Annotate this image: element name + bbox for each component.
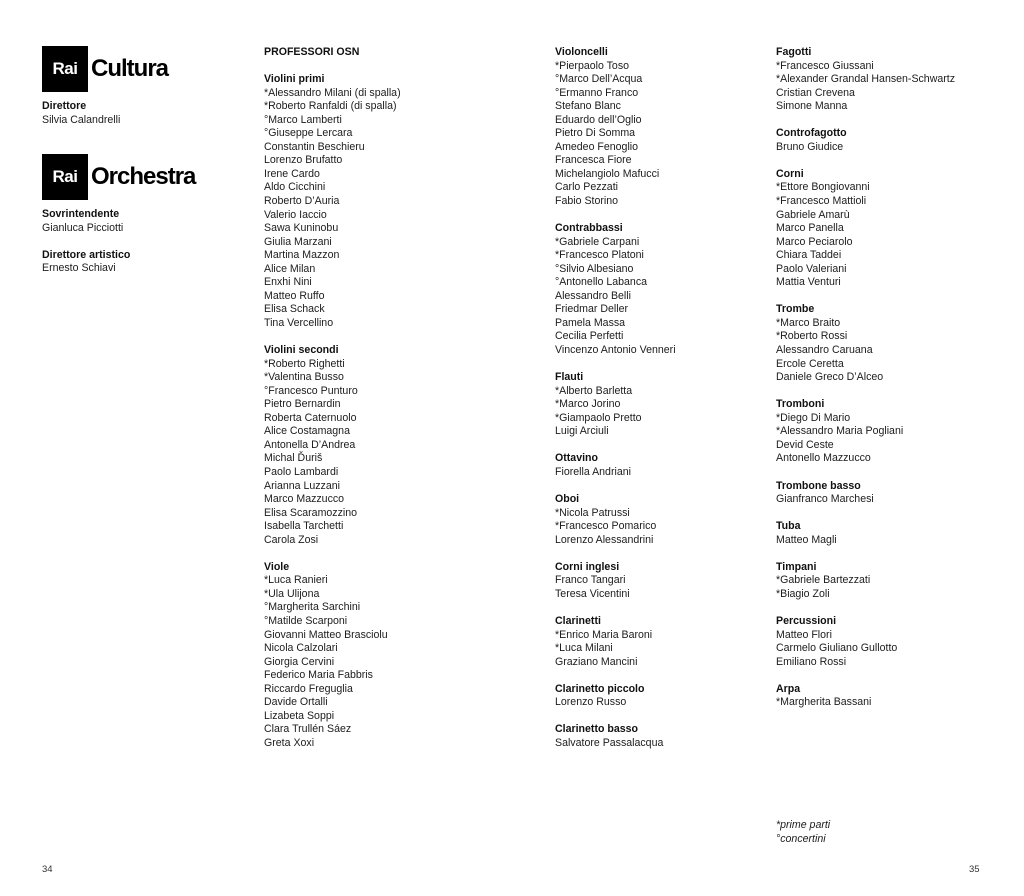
section <box>264 46 524 60</box>
member-name: Gianluca Picciotti <box>42 221 124 234</box>
member-name: Martina Mazzon <box>264 249 340 262</box>
rai-orchestra-word: Orchestra <box>91 163 196 191</box>
section <box>555 371 755 439</box>
section <box>776 303 1006 384</box>
member-name: Marco Panella <box>776 222 844 235</box>
member-name: Carola Zosi <box>264 533 319 546</box>
section <box>42 249 232 276</box>
section-title: Direttore artistico <box>42 248 131 261</box>
section-title: Percussioni <box>776 614 837 627</box>
member-name: Silvia Calandrelli <box>42 113 121 126</box>
section-title: Controfagotto <box>776 127 847 140</box>
member-name: Lorenzo Alessandrini <box>555 533 654 546</box>
member-name: °Marco Dell’Acqua <box>555 73 643 86</box>
member-name: Cecilia Perfetti <box>555 330 624 343</box>
section <box>776 46 1006 114</box>
member-name: Tina Vercellino <box>264 316 334 329</box>
section <box>42 208 232 235</box>
member-name: Chiara Taddei <box>776 249 842 262</box>
section-title: Violoncelli <box>555 46 608 58</box>
member-name: °Marco Lamberti <box>264 113 342 126</box>
member-name: Graziano Mancini <box>555 655 638 668</box>
member-name: Friedmar Deller <box>555 303 628 316</box>
member-name: Riccardo Freguglia <box>264 682 353 695</box>
member-name: *Roberto Righetti <box>264 357 345 370</box>
member-name: Eduardo dell’Oglio <box>555 113 642 126</box>
member-name: *Francesco Pomarico <box>555 520 657 533</box>
member-name: *Margherita Bassani <box>776 696 872 709</box>
section <box>776 615 1006 669</box>
member-name: Giorgia Cervini <box>264 655 335 668</box>
section-title: Contrabbassi <box>555 222 623 235</box>
member-name: Lizabeta Soppi <box>264 709 335 722</box>
member-name: Alice Costamagna <box>264 425 350 438</box>
member-name: Arianna Luzzani <box>264 479 340 492</box>
member-name: Aldo Cicchini <box>264 181 326 194</box>
member-name: Ernesto Schiavi <box>42 262 116 275</box>
section-title: PROFESSORI OSN <box>264 46 360 58</box>
rai-orchestra-logo <box>42 154 232 200</box>
member-name: *Ettore Bongiovanni <box>776 181 870 194</box>
section <box>776 561 1006 602</box>
section-title: Corni inglesi <box>555 560 620 573</box>
member-name: Vincenzo Antonio Venneri <box>555 344 676 357</box>
member-name: °Ermanno Franco <box>555 86 639 99</box>
member-name: Alessandro Caruana <box>776 344 873 357</box>
left-column <box>42 46 232 289</box>
member-name: *Gabriele Bartezzati <box>776 574 871 587</box>
member-name: *Ula Ulijona <box>264 587 320 600</box>
page-number-left: 34 <box>42 864 53 875</box>
member-name: Antonello Mazzucco <box>776 452 871 465</box>
member-name: Alice Milan <box>264 262 316 275</box>
rai-logo-box: Rai <box>42 46 88 92</box>
member-name: Luigi Arciuli <box>555 425 609 438</box>
section-title: Tromboni <box>776 398 825 411</box>
member-name: *Gabriele Carpani <box>555 235 640 248</box>
section <box>555 683 755 710</box>
member-name: Michelangiolo Mafucci <box>555 167 660 180</box>
member-name: °Antonello Labanca <box>555 276 648 289</box>
member-name: Antonella D’Andrea <box>264 438 356 451</box>
section <box>555 46 755 209</box>
member-name: *Pierpaolo Toso <box>555 59 630 72</box>
member-name: °Silvio Albesiano <box>555 262 634 275</box>
member-name: Stefano Blanc <box>555 100 621 113</box>
footnotes <box>776 819 830 846</box>
cellos-woodwinds-column <box>555 46 755 750</box>
section <box>555 222 755 357</box>
section <box>776 168 1006 290</box>
member-name: Matteo Ruffo <box>264 289 325 302</box>
member-name: Marco Mazzucco <box>264 493 345 506</box>
member-name: Marco Peciarolo <box>776 235 853 248</box>
section <box>776 127 1006 154</box>
section <box>776 520 1006 547</box>
section-title: Violini primi <box>264 73 325 86</box>
member-name: Pietro Bernardin <box>264 398 341 411</box>
member-name: Daniele Greco D’Alceo <box>776 371 884 384</box>
member-name: Mattia Venturi <box>776 276 841 289</box>
member-name: Carlo Pezzati <box>555 181 618 194</box>
section-title: Trombe <box>776 303 815 316</box>
section <box>264 73 524 330</box>
section <box>555 452 755 479</box>
member-name: *Francesco Mattioli <box>776 195 867 208</box>
member-name: Enxhi Nini <box>264 276 312 289</box>
section <box>776 480 1006 507</box>
member-name: *Biagio Zoli <box>776 587 830 600</box>
member-name: Davide Ortalli <box>264 696 328 709</box>
section <box>264 344 524 547</box>
brass-percussion-column <box>776 46 1006 710</box>
member-name: Salvatore Passalacqua <box>555 736 664 749</box>
rai-cultura-logo <box>42 46 232 92</box>
member-name: Fabio Storino <box>555 195 619 208</box>
member-name: Gabriele Amarù <box>776 208 850 221</box>
member-name: *Alberto Barletta <box>555 384 633 397</box>
section <box>555 615 755 669</box>
member-name: *Alessandro Milani (di spalla) <box>264 86 401 99</box>
section <box>42 100 232 127</box>
section-title: Flauti <box>555 371 584 384</box>
footnote-prime-parti: *prime parti <box>776 819 831 831</box>
section <box>555 723 755 750</box>
section-title: Arpa <box>776 682 801 695</box>
member-name: *Alexander Grandal Hansen-Schwartz <box>776 73 956 86</box>
member-name: *Diego Di Mario <box>776 411 851 424</box>
member-name: Lorenzo Russo <box>555 696 627 709</box>
member-name: Irene Cardo <box>264 167 320 180</box>
section-title: Oboi <box>555 493 580 506</box>
member-name: Paolo Lambardi <box>264 465 339 478</box>
member-name: Isabella Tarchetti <box>264 520 344 533</box>
member-name: *Roberto Ranfaldi (di spalla) <box>264 100 397 113</box>
section-title: Clarinetto basso <box>555 723 639 736</box>
member-name: Constantin Beschieru <box>264 140 365 153</box>
member-name: *Enrico Maria Baroni <box>555 628 653 641</box>
member-name: Nicola Calzolari <box>264 642 338 655</box>
section-title: Viole <box>264 560 290 573</box>
section-title: Clarinetto piccolo <box>555 682 645 695</box>
member-name: Pamela Massa <box>555 316 626 329</box>
section <box>264 561 524 751</box>
section-title: Timpani <box>776 560 817 573</box>
footnote-concertini: °concertini <box>776 832 826 845</box>
rai-cultura-word: Cultura <box>91 55 168 83</box>
section-title: Tuba <box>776 520 801 533</box>
member-name: Devid Ceste <box>776 438 834 451</box>
member-name: Valerio Iaccio <box>264 208 327 221</box>
member-name: Greta Xoxi <box>264 736 315 749</box>
member-name: *Valentina Busso <box>264 371 344 384</box>
member-name: Teresa Vicentini <box>555 587 630 600</box>
rai-orchestra-staff <box>42 208 232 276</box>
member-name: °Francesco Punturo <box>264 384 358 397</box>
member-name: *Luca Ranieri <box>264 574 328 587</box>
section <box>555 561 755 602</box>
member-name: Bruno Giudice <box>776 140 844 153</box>
member-name: Michal Ďuriš <box>264 452 323 465</box>
member-name: Roberto D’Auria <box>264 195 340 208</box>
member-name: Franco Tangari <box>555 574 626 587</box>
member-name: *Giampaolo Pretto <box>555 411 642 424</box>
member-name: Fiorella Andriani <box>555 465 631 478</box>
member-name: Ercole Ceretta <box>776 357 844 370</box>
strings-column <box>264 46 524 750</box>
member-name: Sawa Kuninobu <box>264 222 339 235</box>
member-name: *Marco Jorino <box>555 398 621 411</box>
member-name: Simone Manna <box>776 100 848 113</box>
member-name: °Giuseppe Lercara <box>264 127 353 140</box>
rai-cultura-staff <box>42 100 232 127</box>
member-name: Carmelo Giuliano Gullotto <box>776 642 898 655</box>
member-name: Giovanni Matteo Brasciolu <box>264 628 388 641</box>
member-name: Francesca Fiore <box>555 154 632 167</box>
member-name: Federico Maria Fabbris <box>264 669 373 682</box>
member-name: Alessandro Belli <box>555 289 631 302</box>
member-name: Cristian Crevena <box>776 86 855 99</box>
section-title: Clarinetti <box>555 614 601 627</box>
member-name: °Matilde Scarponi <box>264 614 348 627</box>
section-title: Fagotti <box>776 46 812 58</box>
member-name: Pietro Di Somma <box>555 127 636 140</box>
member-name: Gianfranco Marchesi <box>776 493 874 506</box>
member-name: Elisa Schack <box>264 303 325 316</box>
page-number-right: 35 <box>969 864 980 875</box>
member-name: *Nicola Patrussi <box>555 506 630 519</box>
member-name: Amedeo Fenoglio <box>555 140 639 153</box>
member-name: Roberta Caternuolo <box>264 411 357 424</box>
member-name: *Roberto Rossi <box>776 330 848 343</box>
section-title: Ottavino <box>555 452 598 465</box>
section <box>776 398 1006 466</box>
section-title: Corni <box>776 167 804 180</box>
section <box>776 683 1006 710</box>
section-title: Violini secondi <box>264 344 339 357</box>
section <box>555 493 755 547</box>
member-name: *Luca Milani <box>555 642 613 655</box>
member-name: Lorenzo Brufatto <box>264 154 343 167</box>
section-title: Sovrintendente <box>42 208 120 221</box>
member-name: °Margherita Sarchini <box>264 601 361 614</box>
rai-logo-box: Rai <box>42 154 88 200</box>
member-name: *Alessandro Maria Pogliani <box>776 425 904 438</box>
member-name: Matteo Magli <box>776 533 837 546</box>
member-name: *Marco Braito <box>776 316 841 329</box>
member-name: Emiliano Rossi <box>776 655 847 668</box>
section-title: Direttore <box>42 100 87 112</box>
member-name: Elisa Scaramozzino <box>264 506 358 519</box>
member-name: Clara Trullén Sáez <box>264 723 352 736</box>
member-name: Giulia Marzani <box>264 235 332 248</box>
member-name: *Francesco Platoni <box>555 249 644 262</box>
member-name: Matteo Flori <box>776 628 832 641</box>
member-name: *Francesco Giussani <box>776 59 874 72</box>
section-title: Trombone basso <box>776 479 861 492</box>
member-name: Paolo Valeriani <box>776 262 847 275</box>
